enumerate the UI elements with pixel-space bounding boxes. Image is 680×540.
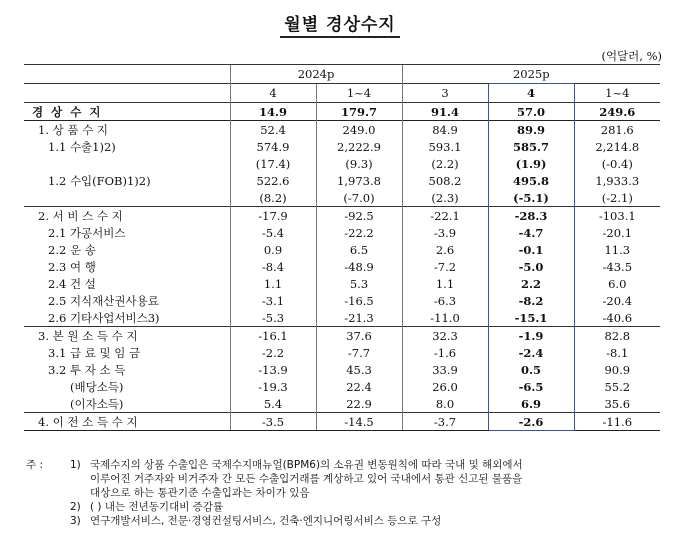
cell: -19.3 <box>230 378 316 395</box>
cell: 281.6 <box>574 121 660 139</box>
cell: 14.9 <box>230 103 316 121</box>
page-title: 월별 경상수지 <box>0 10 680 35</box>
cell-highlight: 89.9 <box>488 121 574 139</box>
cell: -16.1 <box>230 327 316 345</box>
note-number: 3) <box>70 515 81 527</box>
cell: -40.6 <box>574 309 660 327</box>
cell: 1.1 <box>230 275 316 292</box>
table-row <box>24 155 660 172</box>
table-row <box>24 224 660 241</box>
row-label: 경 상 수 지 <box>24 103 230 121</box>
cell: 82.8 <box>574 327 660 345</box>
table-row <box>24 121 660 139</box>
cell-highlight: -0.1 <box>488 241 574 258</box>
cell: -22.1 <box>402 207 488 225</box>
cell: 11.3 <box>574 241 660 258</box>
table-row <box>24 309 660 327</box>
table-row <box>24 327 660 345</box>
table-row <box>24 378 660 395</box>
cell-highlight: 6.9 <box>488 395 574 413</box>
table-row <box>24 189 660 207</box>
cell: 45.3 <box>316 361 402 378</box>
row-label <box>24 189 230 207</box>
cell-highlight: 0.5 <box>488 361 574 378</box>
table-row <box>24 138 660 155</box>
header-col: 1~4 <box>574 84 660 103</box>
cell: (9.3) <box>316 155 402 172</box>
unit-label: (억달러, %) <box>601 49 662 63</box>
row-label: 4. 이 전 소 득 수 지 <box>24 413 230 431</box>
cell: 593.1 <box>402 138 488 155</box>
header-col: 4 <box>230 84 316 103</box>
table-row <box>24 103 660 121</box>
cell: 249.0 <box>316 121 402 139</box>
cell: 22.9 <box>316 395 402 413</box>
cell: -20.1 <box>574 224 660 241</box>
cell: -5.4 <box>230 224 316 241</box>
cell: -5.3 <box>230 309 316 327</box>
table-row <box>24 413 660 431</box>
cell: -17.9 <box>230 207 316 225</box>
row-label: (배당소득) <box>70 379 124 394</box>
note-1c: 대상으로 하는 통관기준 수출입과는 차이가 있음 <box>90 487 310 499</box>
cell-highlight: -1.9 <box>488 327 574 345</box>
cell-highlight: 57.0 <box>488 103 574 121</box>
cell: -16.5 <box>316 292 402 309</box>
cell: -13.9 <box>230 361 316 378</box>
cell: 1,933.3 <box>574 172 660 189</box>
cell: 26.0 <box>402 378 488 395</box>
cell: -7.2 <box>402 258 488 275</box>
row-label: (이자소득) <box>70 396 124 411</box>
cell: -11.0 <box>402 309 488 327</box>
cell: 84.9 <box>402 121 488 139</box>
row-label: 2.5 지식재산권사용료 <box>48 293 159 308</box>
header-2024: 2024p <box>230 65 402 84</box>
cell: (17.4) <box>230 155 316 172</box>
cell: 249.6 <box>574 103 660 121</box>
cell: (2.2) <box>402 155 488 172</box>
note-3: 연구개발서비스, 전문·경영컨설팅서비스, 건축·엔지니어링서비스 등으로 구성 <box>90 515 442 527</box>
cell: 55.2 <box>574 378 660 395</box>
current-account-table <box>24 64 660 431</box>
cell: -8.4 <box>230 258 316 275</box>
table-row <box>24 172 660 189</box>
table-row <box>24 258 660 275</box>
header-col: 3 <box>402 84 488 103</box>
cell-highlight: (1.9) <box>488 155 574 172</box>
row-label: 1.2 수입(FOB)1)2) <box>48 173 151 188</box>
notes-lead: 주 : <box>26 459 44 471</box>
cell: 8.0 <box>402 395 488 413</box>
cell-highlight: 495.8 <box>488 172 574 189</box>
cell-highlight: -15.1 <box>488 309 574 327</box>
cell-highlight: -2.4 <box>488 344 574 361</box>
cell-highlight: 585.7 <box>488 138 574 155</box>
cell: -8.1 <box>574 344 660 361</box>
cell: -3.7 <box>402 413 488 431</box>
table-row <box>24 361 660 378</box>
header-row-years <box>24 65 660 84</box>
cell: 22.4 <box>316 378 402 395</box>
cell: 91.4 <box>402 103 488 121</box>
cell: 5.4 <box>230 395 316 413</box>
note-number: 2) <box>70 501 81 513</box>
table-row <box>24 292 660 309</box>
cell: 2,222.9 <box>316 138 402 155</box>
note-number: 1) <box>70 459 81 471</box>
cell: 574.9 <box>230 138 316 155</box>
cell: 522.6 <box>230 172 316 189</box>
row-label: 2.1 가공서비스 <box>48 225 126 240</box>
table-row <box>24 275 660 292</box>
row-label: 2.3 여 행 <box>48 259 96 274</box>
row-label <box>24 155 230 172</box>
header-col-highlight: 4 <box>488 84 574 103</box>
cell: (-7.0) <box>316 189 402 207</box>
cell: -22.2 <box>316 224 402 241</box>
cell: (2.3) <box>402 189 488 207</box>
row-label: 1. 상 품 수 지 <box>24 121 230 139</box>
table-row <box>24 207 660 225</box>
cell: -14.5 <box>316 413 402 431</box>
cell: 35.6 <box>574 395 660 413</box>
cell: 37.6 <box>316 327 402 345</box>
cell: -6.3 <box>402 292 488 309</box>
cell: 90.9 <box>574 361 660 378</box>
row-label: 1.1 수출1)2) <box>48 139 116 154</box>
header-col: 1~4 <box>316 84 402 103</box>
cell: -7.7 <box>316 344 402 361</box>
footnotes <box>26 458 666 528</box>
cell-highlight: (-5.1) <box>488 189 574 207</box>
row-label: 2.4 건 설 <box>48 276 96 291</box>
cell: (-2.1) <box>574 189 660 207</box>
cell: 6.0 <box>574 275 660 292</box>
note-1a: 국제수지의 상품 수출입은 국제수지매뉴얼(BPM6)의 소유권 변동원칙에 따라 국내 및 해외에서 <box>90 459 523 471</box>
cell: (8.2) <box>230 189 316 207</box>
table-body <box>24 103 660 431</box>
cell: -21.3 <box>316 309 402 327</box>
row-label: 2.6 기타사업서비스3) <box>48 310 160 325</box>
cell: 33.9 <box>402 361 488 378</box>
cell: -43.5 <box>574 258 660 275</box>
note-1b: 이루어진 거주자와 비거주자 간 모든 수출입거래를 계상하고 있어 국내에서 통관 신고된 물품을 <box>90 473 523 485</box>
cell: 6.5 <box>316 241 402 258</box>
cell: (-0.4) <box>574 155 660 172</box>
cell: -92.5 <box>316 207 402 225</box>
row-label: 2. 서 비 스 수 지 <box>24 207 230 225</box>
row-label: 2.2 운 송 <box>48 242 96 257</box>
note-2: ( ) 내는 전년동기대비 증감률 <box>90 501 224 513</box>
cell: 2.6 <box>402 241 488 258</box>
table-row <box>24 395 660 413</box>
cell-highlight: -8.2 <box>488 292 574 309</box>
row-label: 3.1 급 료 및 임 금 <box>48 345 141 360</box>
cell: 1,973.8 <box>316 172 402 189</box>
cell-highlight: 2.2 <box>488 275 574 292</box>
cell-highlight: -2.6 <box>488 413 574 431</box>
cell-highlight: -4.7 <box>488 224 574 241</box>
row-label: 3.2 투 자 소 득 <box>48 362 126 377</box>
cell: -48.9 <box>316 258 402 275</box>
cell: 32.3 <box>402 327 488 345</box>
row-label: 3. 본 원 소 득 수 지 <box>24 327 230 345</box>
header-2025: 2025p <box>402 65 660 84</box>
cell: 508.2 <box>402 172 488 189</box>
cell: 179.7 <box>316 103 402 121</box>
cell: -103.1 <box>574 207 660 225</box>
header-row-months <box>24 84 660 103</box>
table-row <box>24 241 660 258</box>
cell: 52.4 <box>230 121 316 139</box>
cell-highlight: -5.0 <box>488 258 574 275</box>
cell: 1.1 <box>402 275 488 292</box>
table-row <box>24 344 660 361</box>
cell: -3.9 <box>402 224 488 241</box>
cell-highlight: -28.3 <box>488 207 574 225</box>
cell: 5.3 <box>316 275 402 292</box>
cell: -1.6 <box>402 344 488 361</box>
cell: 0.9 <box>230 241 316 258</box>
cell: -11.6 <box>574 413 660 431</box>
cell-highlight: -6.5 <box>488 378 574 395</box>
cell: -2.2 <box>230 344 316 361</box>
cell: 2,214.8 <box>574 138 660 155</box>
cell: -3.1 <box>230 292 316 309</box>
cell: -20.4 <box>574 292 660 309</box>
cell: -3.5 <box>230 413 316 431</box>
